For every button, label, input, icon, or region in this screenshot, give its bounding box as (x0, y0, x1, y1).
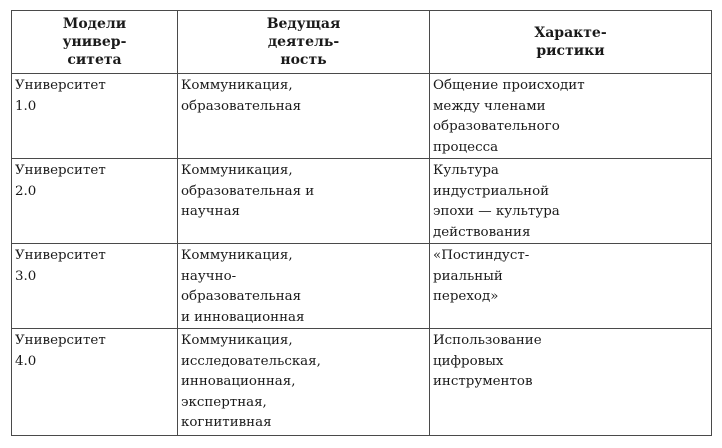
table-container (11, 10, 711, 436)
university-models-table (11, 10, 712, 436)
table-row (12, 74, 712, 159)
cell-model: Университет 1.0 (12, 74, 178, 159)
cell-traits: Культура индустриальной эпохи — культура действования (430, 159, 712, 244)
cell-activity: Коммуникация, образовательная и научная (178, 159, 430, 244)
table-row (12, 159, 712, 244)
cell-traits: «Постиндуст- риальный переход» (430, 244, 712, 329)
cell-model: Университет 2.0 (12, 159, 178, 244)
cell-traits: Общение происходит между членами образовательного процесса (430, 74, 712, 159)
header-models: Модели универ- ситета (12, 11, 178, 74)
header-activity: Ведущая деятель- ность (178, 11, 430, 74)
cell-activity: Коммуникация, образовательная (178, 74, 430, 159)
header-traits: Характе- ристики (430, 11, 712, 74)
table-row (12, 244, 712, 329)
cell-activity: Коммуникация, научно- образовательная и инновационная (178, 244, 430, 329)
header-row (12, 11, 712, 74)
cell-model: Университет 4.0 (12, 329, 178, 436)
cell-activity: Коммуникация, исследовательская, инновационная, экспертная, когнитивная (178, 329, 430, 436)
table-row (12, 329, 712, 436)
cell-traits: Использование цифровых инструментов (430, 329, 712, 436)
cell-model: Университет 3.0 (12, 244, 178, 329)
